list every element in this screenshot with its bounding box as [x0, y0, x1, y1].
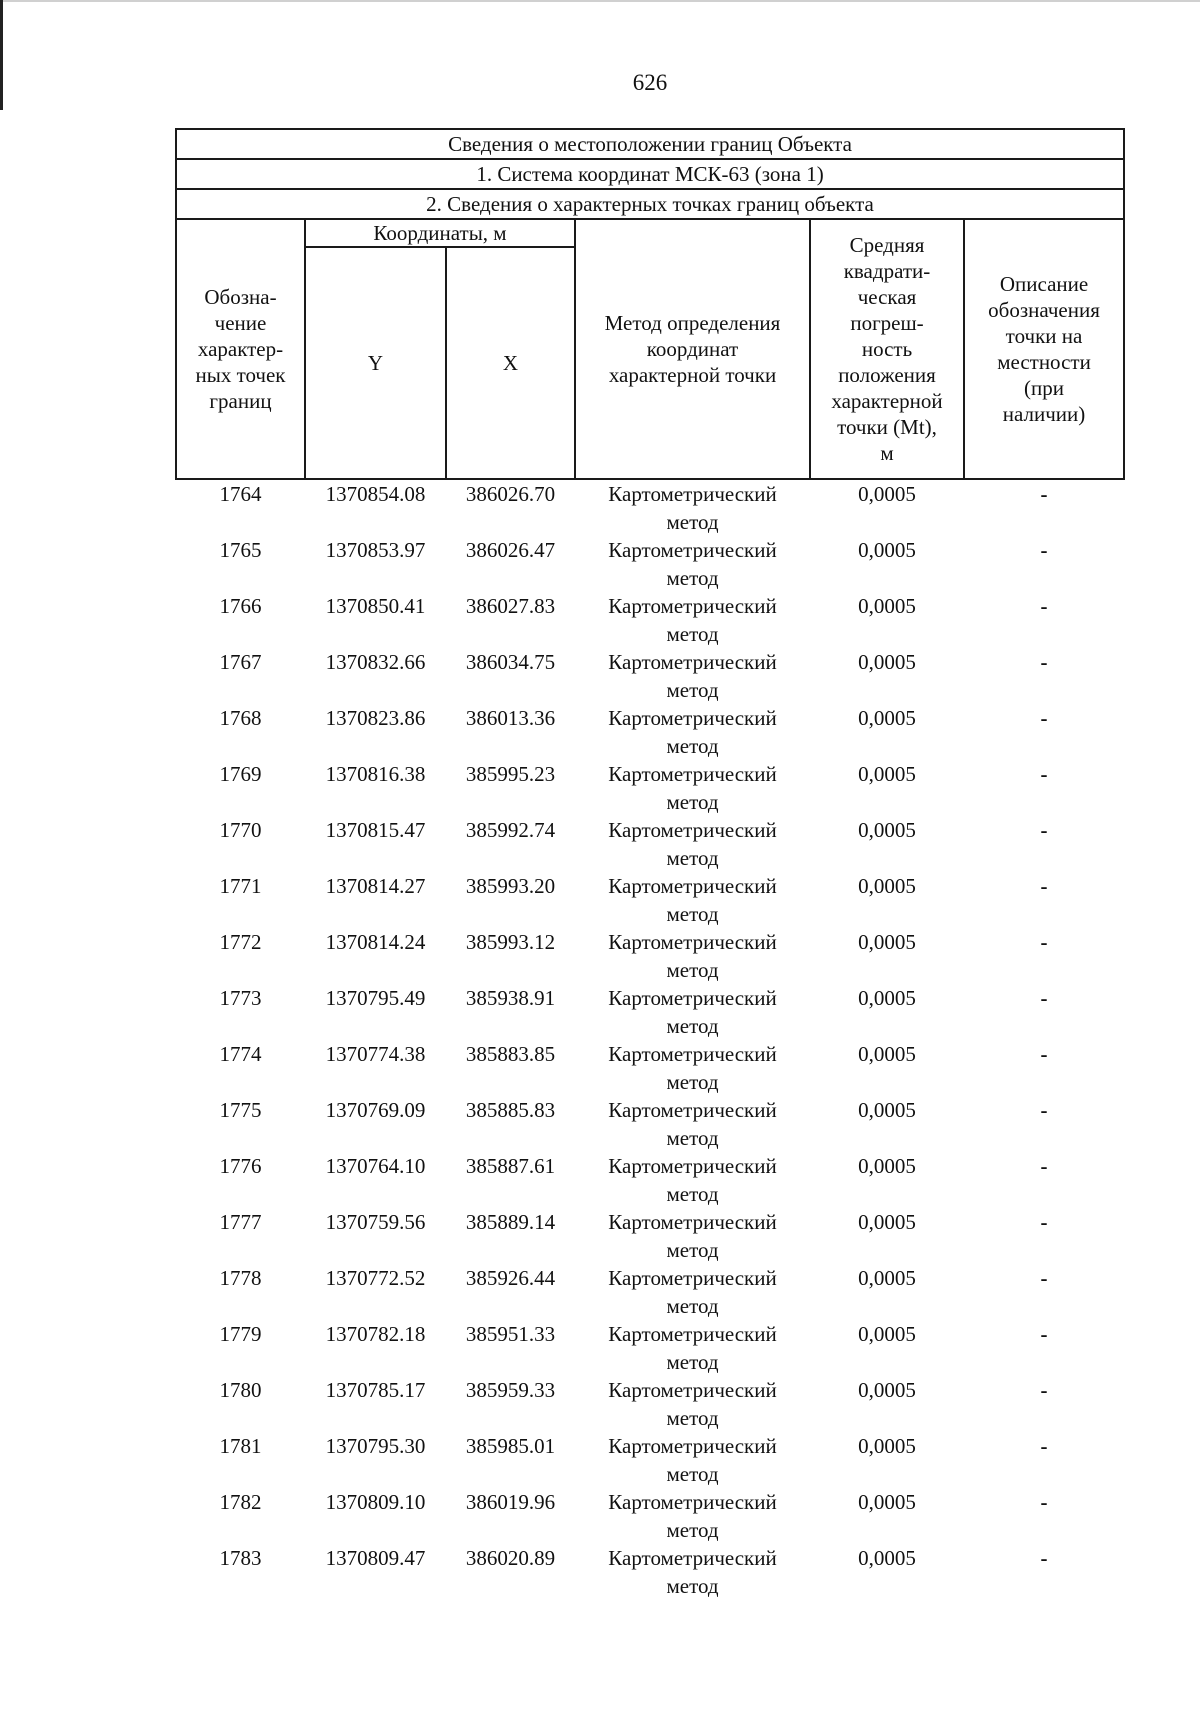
- method-line-1: Картометрический: [608, 1266, 777, 1290]
- cell-y: 1370832.66: [325, 650, 426, 674]
- cell-method: [575, 1432, 810, 1488]
- method-line-2: метод: [666, 958, 719, 982]
- table-title-row: Сведения о местоположении границ Объекта: [176, 129, 1124, 159]
- cell-description: -: [1040, 818, 1048, 842]
- cell-y: 1370795.30: [325, 1434, 426, 1458]
- cell-description: -: [1040, 482, 1048, 506]
- table-row: [176, 479, 1124, 536]
- cell-point-id: 1771: [219, 874, 262, 898]
- header-point-id: Обозна- чение характер- ных точек границ: [176, 219, 305, 479]
- page-number: 626: [632, 70, 668, 95]
- cell-x: 386013.36: [465, 706, 556, 730]
- cell-x: 385883.85: [465, 1042, 556, 1066]
- header-method: Метод определения координат характерной точки: [575, 219, 810, 479]
- cell-y: 1370816.38: [325, 762, 426, 786]
- cell-error: 0,0005: [858, 594, 916, 618]
- method-line-2: метод: [666, 1182, 719, 1206]
- cell-error: 0,0005: [858, 706, 916, 730]
- method-line-2: метод: [666, 902, 719, 926]
- cell-method: [575, 1264, 810, 1320]
- cell-description: -: [1040, 706, 1048, 730]
- method-line-2: метод: [666, 622, 719, 646]
- cell-method: [575, 760, 810, 816]
- table-row: [176, 1096, 1124, 1152]
- cell-x: 385995.23: [465, 762, 556, 786]
- table-row: [176, 984, 1124, 1040]
- cell-error: 0,0005: [858, 762, 916, 786]
- table-row: [176, 1488, 1124, 1544]
- cell-method: [575, 592, 810, 648]
- table-body: [176, 479, 1124, 1600]
- method-line-1: Картометрический: [608, 762, 777, 786]
- method-line-1: Картометрический: [608, 706, 777, 730]
- header-coordinates: Координаты, м: [305, 219, 575, 247]
- cell-point-id: 1776: [219, 1154, 262, 1178]
- cell-point-id: 1777: [219, 1210, 262, 1234]
- method-line-1: Картометрический: [608, 1042, 777, 1066]
- cell-y: 1370809.10: [325, 1490, 426, 1514]
- coordinate-system-row: 1. Система координат МСК-63 (зона 1): [176, 159, 1124, 189]
- cell-description: -: [1040, 1042, 1048, 1066]
- method-line-1: Картометрический: [608, 650, 777, 674]
- cell-error: 0,0005: [858, 874, 916, 898]
- cell-method: [575, 479, 810, 536]
- cell-point-id: 1764: [219, 482, 262, 506]
- cell-method: [575, 1040, 810, 1096]
- header-description: Описание обозначения точки на местности (при наличии): [964, 219, 1124, 479]
- table-header: [176, 129, 1124, 479]
- table-row: [176, 592, 1124, 648]
- cell-x: 385993.12: [465, 930, 556, 954]
- method-line-1: Картометрический: [608, 930, 777, 954]
- cell-error: 0,0005: [858, 1042, 916, 1066]
- cell-x: 385938.91: [465, 986, 556, 1010]
- method-line-1: Картометрический: [608, 482, 777, 506]
- method-line-2: метод: [666, 566, 719, 590]
- method-line-2: метод: [666, 1238, 719, 1262]
- table-row: [176, 1264, 1124, 1320]
- cell-method: [575, 648, 810, 704]
- cell-y: 1370809.47: [325, 1546, 426, 1570]
- method-line-2: метод: [666, 1518, 719, 1542]
- cell-point-id: 1783: [219, 1546, 262, 1570]
- cell-error: 0,0005: [858, 1322, 916, 1346]
- cell-error: 0,0005: [858, 818, 916, 842]
- cell-method: [575, 984, 810, 1040]
- cell-description: -: [1040, 930, 1048, 954]
- cell-x: 385885.83: [465, 1098, 556, 1122]
- cell-x: 385992.74: [465, 818, 556, 842]
- cell-point-id: 1780: [219, 1378, 262, 1402]
- cell-y: 1370853.97: [325, 538, 426, 562]
- cell-y: 1370769.09: [325, 1098, 426, 1122]
- cell-error: 0,0005: [858, 1490, 916, 1514]
- table-row: [176, 1320, 1124, 1376]
- cell-method: [575, 1488, 810, 1544]
- cell-error: 0,0005: [858, 1210, 916, 1234]
- table-row: [176, 648, 1124, 704]
- cell-y: 1370814.24: [325, 930, 426, 954]
- table-row: [176, 1432, 1124, 1488]
- cell-error: 0,0005: [858, 1546, 916, 1570]
- method-line-1: Картометрический: [608, 1322, 777, 1346]
- method-line-2: метод: [666, 1294, 719, 1318]
- cell-point-id: 1766: [219, 594, 262, 618]
- cell-error: 0,0005: [858, 986, 916, 1010]
- cell-x: 386026.47: [465, 538, 556, 562]
- cell-point-id: 1781: [219, 1434, 262, 1458]
- cell-method: [575, 536, 810, 592]
- cell-description: -: [1040, 1098, 1048, 1122]
- cell-y: 1370772.52: [325, 1266, 426, 1290]
- table-row: [176, 872, 1124, 928]
- cell-x: 385959.33: [465, 1378, 556, 1402]
- cell-error: 0,0005: [858, 1434, 916, 1458]
- cell-error: 0,0005: [858, 650, 916, 674]
- cell-error: 0,0005: [858, 482, 916, 506]
- cell-x: 385926.44: [465, 1266, 556, 1290]
- cell-point-id: 1770: [219, 818, 262, 842]
- cell-x: 386034.75: [465, 650, 556, 674]
- cell-error: 0,0005: [858, 1098, 916, 1122]
- boundary-points-table: [175, 128, 1125, 1600]
- table-row: [176, 1040, 1124, 1096]
- cell-method: [575, 1320, 810, 1376]
- method-line-1: Картометрический: [608, 986, 777, 1010]
- cell-description: -: [1040, 1434, 1048, 1458]
- cell-description: -: [1040, 874, 1048, 898]
- cell-error: 0,0005: [858, 1378, 916, 1402]
- cell-point-id: 1767: [219, 650, 262, 674]
- cell-x: 385887.61: [465, 1154, 556, 1178]
- cell-x: 386020.89: [465, 1546, 556, 1570]
- cell-y: 1370759.56: [325, 1210, 426, 1234]
- cell-y: 1370764.10: [325, 1154, 426, 1178]
- table-row: [176, 1152, 1124, 1208]
- method-line-2: метод: [666, 678, 719, 702]
- cell-point-id: 1773: [219, 986, 262, 1010]
- cell-method: [575, 928, 810, 984]
- method-line-1: Картометрический: [608, 538, 777, 562]
- method-line-1: Картометрический: [608, 818, 777, 842]
- cell-error: 0,0005: [858, 1266, 916, 1290]
- cell-description: -: [1040, 1378, 1048, 1402]
- cell-method: [575, 816, 810, 872]
- method-line-1: Картометрический: [608, 1378, 777, 1402]
- cell-description: -: [1040, 1490, 1048, 1514]
- cell-x: 385985.01: [465, 1434, 556, 1458]
- cell-x: 385951.33: [465, 1322, 556, 1346]
- cell-x: 385889.14: [465, 1210, 556, 1234]
- cell-y: 1370795.49: [325, 986, 426, 1010]
- method-line-2: метод: [666, 1406, 719, 1430]
- cell-method: [575, 1376, 810, 1432]
- cell-x: 386019.96: [465, 1490, 556, 1514]
- cell-y: 1370814.27: [325, 874, 426, 898]
- method-line-2: метод: [666, 1574, 719, 1598]
- top-scan-rule: [0, 0, 1200, 2]
- cell-point-id: 1779: [219, 1322, 262, 1346]
- table-row: [176, 1544, 1124, 1600]
- cell-description: -: [1040, 1322, 1048, 1346]
- cell-y: 1370850.41: [325, 594, 426, 618]
- table-row: [176, 760, 1124, 816]
- cell-y: 1370782.18: [325, 1322, 426, 1346]
- cell-method: [575, 1152, 810, 1208]
- method-line-1: Картометрический: [608, 1490, 777, 1514]
- cell-y: 1370823.86: [325, 706, 426, 730]
- cell-description: -: [1040, 1154, 1048, 1178]
- method-line-1: Картометрический: [608, 1434, 777, 1458]
- cell-description: -: [1040, 594, 1048, 618]
- method-line-1: Картометрический: [608, 594, 777, 618]
- cell-point-id: 1768: [219, 706, 262, 730]
- cell-y: 1370854.08: [325, 482, 426, 506]
- cell-point-id: 1774: [219, 1042, 262, 1066]
- cell-error: 0,0005: [858, 1154, 916, 1178]
- cell-point-id: 1778: [219, 1266, 262, 1290]
- header-x: X: [446, 247, 575, 479]
- method-line-2: метод: [666, 734, 719, 758]
- cell-point-id: 1769: [219, 762, 262, 786]
- cell-y: 1370785.17: [325, 1378, 426, 1402]
- method-line-2: метод: [666, 1070, 719, 1094]
- header-y: Y: [305, 247, 446, 479]
- method-line-2: метод: [666, 846, 719, 870]
- cell-point-id: 1775: [219, 1098, 262, 1122]
- cell-description: -: [1040, 650, 1048, 674]
- header-error: Средняя квадрати- ческая погреш- ность положения характерной точки (Mt), м: [810, 219, 964, 479]
- method-line-2: метод: [666, 1126, 719, 1150]
- method-line-1: Картометрический: [608, 1210, 777, 1234]
- method-line-1: Картометрический: [608, 1546, 777, 1570]
- method-line-1: Картометрический: [608, 874, 777, 898]
- cell-description: -: [1040, 538, 1048, 562]
- cell-method: [575, 1544, 810, 1600]
- cell-error: 0,0005: [858, 930, 916, 954]
- table-row: [176, 1376, 1124, 1432]
- cell-description: -: [1040, 1210, 1048, 1234]
- cell-y: 1370774.38: [325, 1042, 426, 1066]
- cell-point-id: 1772: [219, 930, 262, 954]
- cell-description: -: [1040, 986, 1048, 1010]
- method-line-2: метод: [666, 1462, 719, 1486]
- cell-error: 0,0005: [858, 538, 916, 562]
- cell-point-id: 1765: [219, 538, 262, 562]
- cell-method: [575, 1208, 810, 1264]
- method-line-2: метод: [666, 1350, 719, 1374]
- cell-method: [575, 872, 810, 928]
- cell-description: -: [1040, 762, 1048, 786]
- cell-description: -: [1040, 1546, 1048, 1570]
- table-row: [176, 816, 1124, 872]
- method-line-1: Картометрический: [608, 1098, 777, 1122]
- cell-method: [575, 1096, 810, 1152]
- table-row: [176, 704, 1124, 760]
- cell-x: 386027.83: [465, 594, 556, 618]
- cell-point-id: 1782: [219, 1490, 262, 1514]
- method-line-2: метод: [666, 510, 719, 534]
- method-line-1: Картометрический: [608, 1154, 777, 1178]
- section-title-row: 2. Сведения о характерных точках границ объекта: [176, 189, 1124, 219]
- method-line-2: метод: [666, 1014, 719, 1038]
- cell-description: -: [1040, 1266, 1048, 1290]
- cell-x: 385993.20: [465, 874, 556, 898]
- method-line-2: метод: [666, 790, 719, 814]
- cell-x: 386026.70: [465, 482, 556, 506]
- cell-method: [575, 704, 810, 760]
- table-row: [176, 1208, 1124, 1264]
- table-row: [176, 536, 1124, 592]
- cell-y: 1370815.47: [325, 818, 426, 842]
- table-row: [176, 928, 1124, 984]
